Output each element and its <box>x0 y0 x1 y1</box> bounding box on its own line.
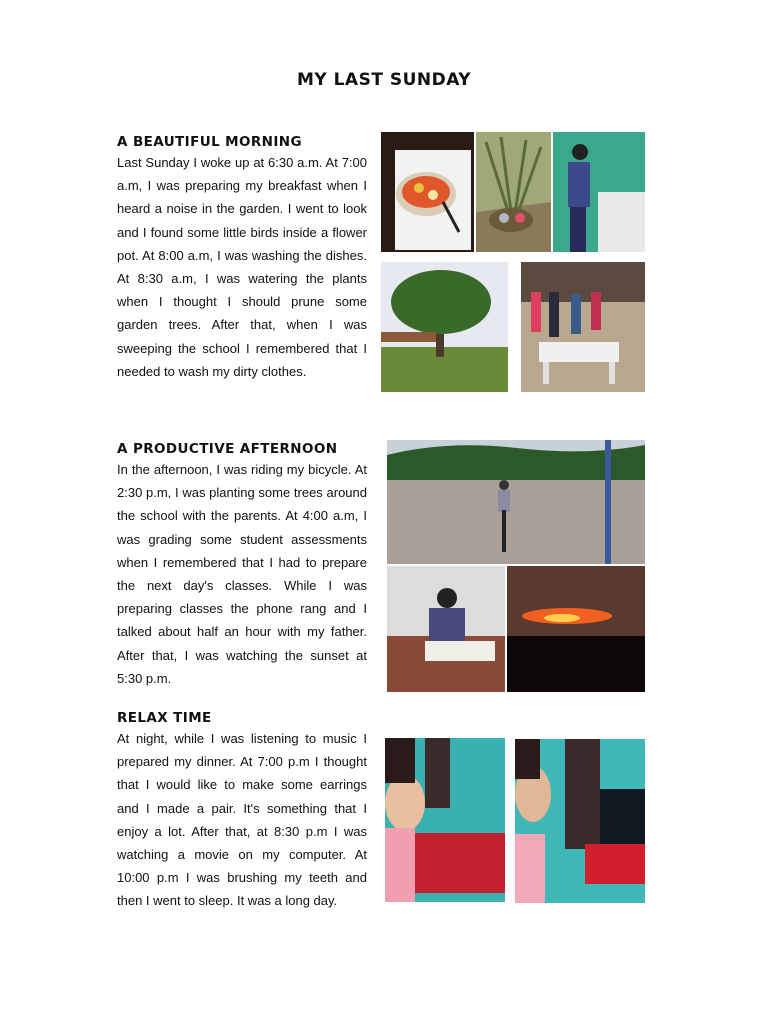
breakfast-photo <box>381 132 474 252</box>
garden-tree-photo <box>381 262 508 392</box>
section-text-morning: Last Sunday I woke up at 6:30 a.m. At 7:00 a.m, I was preparing my breakfast when I heard a noise in the garden. I went to look and I found some little birds inside a flower pot. At 8:00 a.m, I was washing the dishes. At 8:30 a.m, I was watering the plants when I thought I should prune some garden trees. After that, when I was sweeping the school I remembered that I needed to wash my dirty clothes. <box>117 155 367 379</box>
section-heading-afternoon: A PRODUCTIVE AFTERNOON <box>117 441 338 457</box>
riding-bicycle-photo <box>387 440 645 564</box>
section-text-afternoon: In the afternoon, I was riding my bicycle. At 2:30 p.m, I was planting some trees around the school with the parents. At 4:00 a.m, I was grading some student assessments when I remembered that I had to prepare the next day's classes. While I was preparing classes the phone rang and I talked about half an hour with my father. After that, I was watching the sunset at 5:30 p.m. <box>117 462 367 686</box>
grading-assessments-photo <box>387 566 505 692</box>
section-heading-morning: A BEAUTIFUL MORNING <box>117 134 302 150</box>
section-heading-relax: RELAX TIME <box>117 710 212 726</box>
page-title: MY LAST SUNDAY <box>296 70 472 90</box>
watching-movie-photo <box>515 739 645 903</box>
washing-dishes-photo <box>553 132 645 252</box>
laundry-photo <box>521 262 645 392</box>
birds-in-flower-pot-photo <box>476 132 551 252</box>
sunset-photo <box>507 566 645 692</box>
section-text-relax: At night, while I was listening to music I prepared my dinner. At 7:00 p.m I thought that I would like to make some earrings and I made a pair. It's something that I enjoy a lot. After that, at 8:30 p.m I was watching a movie on my computer. At 10:00 p.m I was brushing my teeth and then I went to sleep. It was a long day. <box>117 731 367 909</box>
making-earrings-photo <box>385 738 505 902</box>
